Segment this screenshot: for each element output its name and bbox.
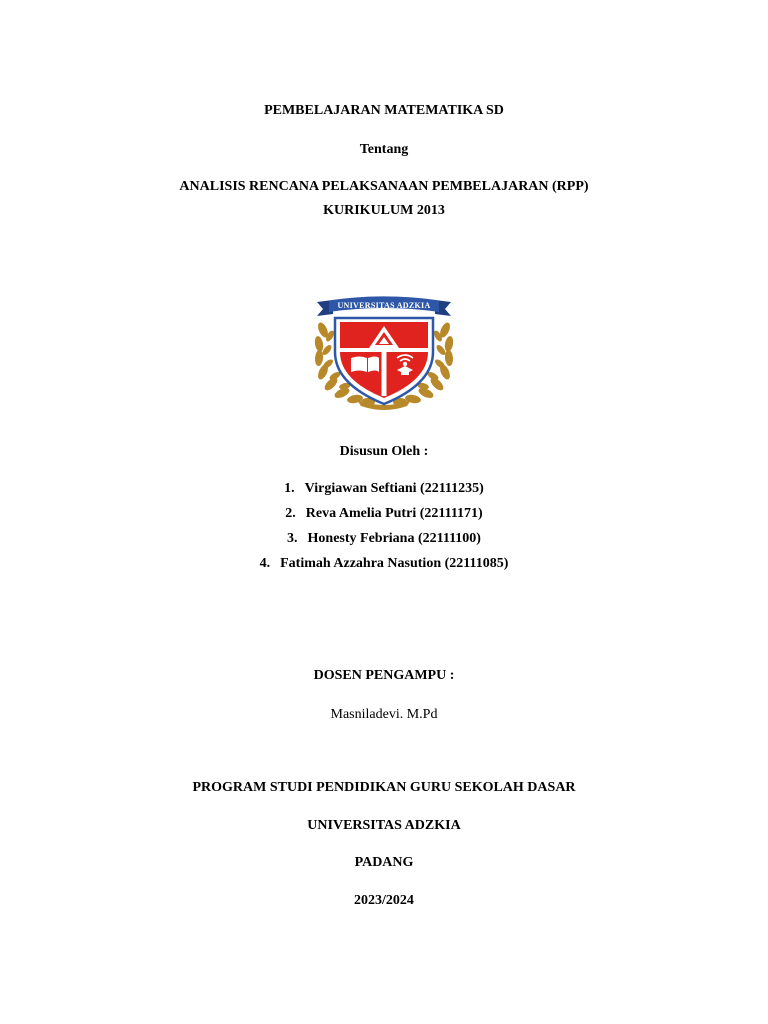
author-list: [0, 480, 768, 580]
list-item-text: Virgiawan Seftiani (22111235): [304, 481, 484, 496]
course-title: PEMBELAJARAN MATEMATIKA SD: [264, 103, 504, 118]
book-icon: [351, 357, 379, 373]
lecturer-heading: DOSEN PENGAMPU :: [313, 668, 455, 683]
academic-year: 2023/2024: [354, 893, 414, 908]
list-item: [0, 555, 768, 580]
list-item-text: Fatimah Azzahra Nasution (22111085): [280, 556, 509, 571]
topic-line-2: KURIKULUM 2013: [323, 203, 445, 218]
lecturer-name: Masniladevi. M.Pd: [330, 707, 438, 722]
city-name: PADANG: [354, 855, 414, 870]
list-item: [0, 480, 768, 505]
list-item-number: 1.: [284, 481, 295, 496]
about-label: Tentang: [359, 142, 409, 157]
university-logo: [313, 292, 455, 410]
list-item-text: Reva Amelia Putri (22111171): [305, 506, 483, 521]
topic-line-1: ANALISIS RENCANA PELAKSANAAN PEMBELAJARAN (RPP): [179, 179, 589, 194]
authors-heading: Disusun Oleh :: [339, 444, 429, 459]
university-name: UNIVERSITAS ADZKIA: [307, 818, 461, 833]
logo-banner-text: UNIVERSITAS ADZKIA: [337, 301, 431, 310]
list-item-text: Honesty Febriana (22111100): [307, 531, 481, 546]
list-item-number: 3.: [287, 531, 298, 546]
list-item-number: 2.: [285, 506, 296, 521]
list-item: [0, 505, 768, 530]
program-name: PROGRAM STUDI PENDIDIKAN GURU SEKOLAH DASAR: [192, 780, 576, 795]
list-item-number: 4.: [259, 556, 271, 571]
list-item: [0, 530, 768, 555]
